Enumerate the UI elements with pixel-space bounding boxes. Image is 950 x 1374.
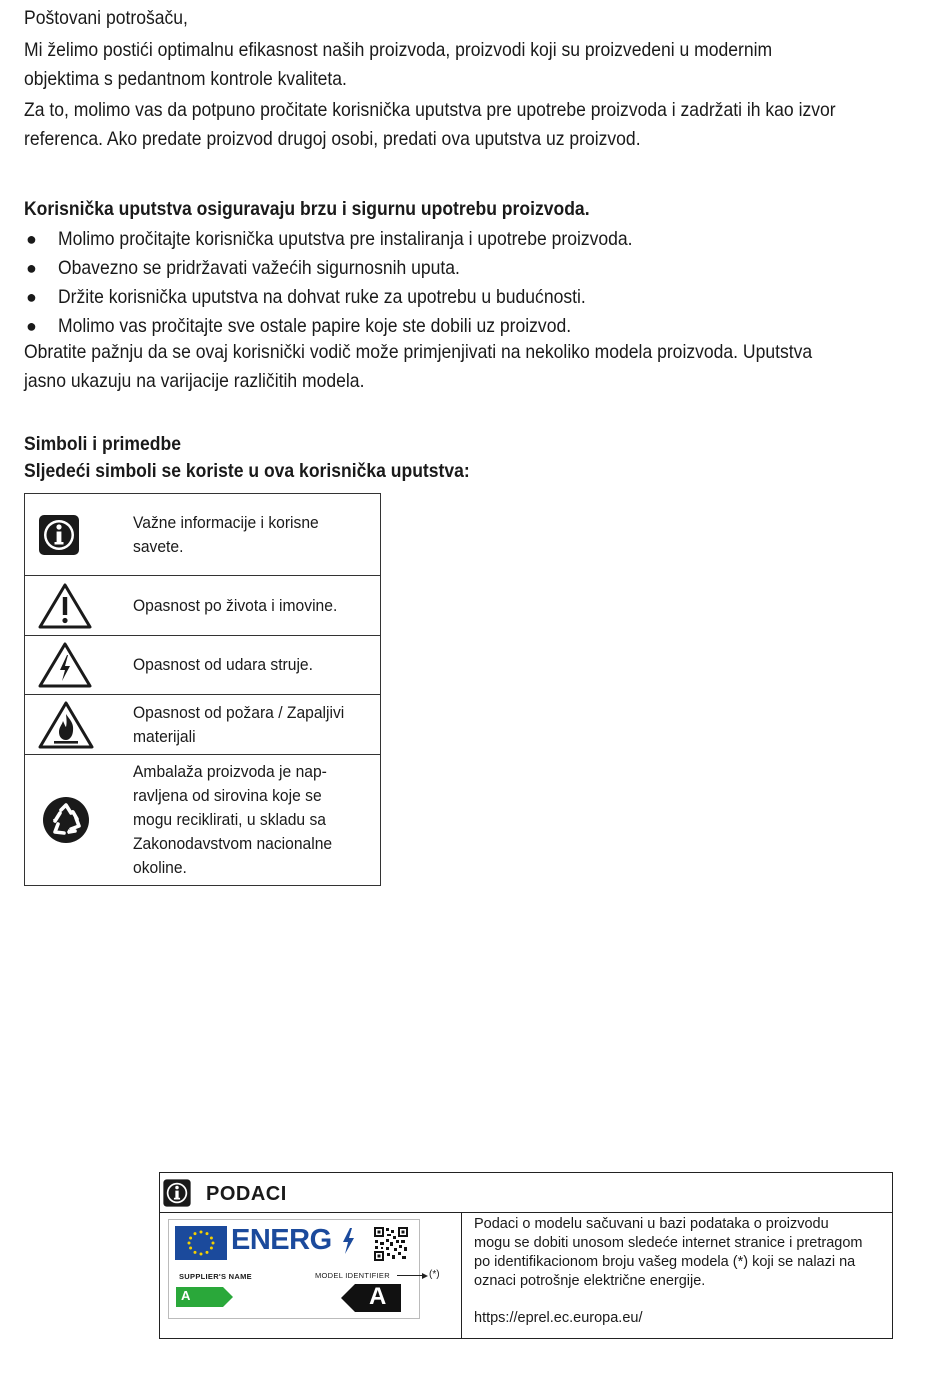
eu-flag-icon [175,1226,227,1260]
product-data-line: oznaci potrošnje električne energije. [474,1273,706,1289]
energy-class-big-label: A [369,1283,387,1310]
energy-word: ENERG [231,1224,332,1256]
info-icon [162,1178,192,1208]
intro-paragraph-1: Mi želimo postići optimalnu efikasnost naših proizvoda, proizvodi koji su proizvedeni u modernim [24,39,773,61]
symbol-description: materijali [133,726,196,746]
fire-icon [37,700,95,750]
electric-shock-icon [37,641,93,689]
guide-heading: Korisnička uputstva osiguravaju brzu i sigurnu upotrebu proizvoda. [24,198,590,220]
model-marker: (*) [429,1269,440,1280]
symbol-description: mogu reciklirati, u skladu sa [133,810,326,829]
product-data-title: PODACI [206,1183,287,1205]
product-data-header [160,1173,892,1213]
symbol-description: Opasnost po života i imovine. [133,595,338,615]
intro-paragraph-2: Za to, molimo vas da potpuno pročitate korisnička uputstva pre upotrebe proizvoda i zadržati ih kao izvor [24,99,836,121]
symbol-description: Opasnost od udara struje. [133,655,313,674]
symbol-description: Ambalaža proizvoda je nap- [133,762,327,781]
product-data-text [474,1215,884,1328]
arrow-line [397,1275,423,1276]
intro-paragraph-2b: referenca. Ako predate proizvod drugoj osobi, predati ova uputstva uz proizvod. [24,128,641,150]
qr-code-icon [373,1226,409,1262]
product-data-line: po identifikacionom broju vašeg modela (*) koji se nalazi na [474,1254,856,1270]
model-identifier-label: MODEL IDENTIFIER [315,1271,390,1280]
supplier-name-label: SUPPLIER'S NAME [179,1272,252,1281]
product-data-line: mogu se dobiti unosom sledeće internet stranice i pretragom [474,1235,863,1251]
table-row [25,636,381,695]
recycle-icon [42,796,90,844]
greeting: Poštovani potrošaču, [24,7,188,29]
symbol-description: ravljena od sirovina koje se [133,786,322,805]
arrow-right-icon [422,1273,428,1279]
warning-icon [37,582,93,630]
table-row [25,494,381,576]
guide-note-b: jasno ukazuju na varijacije različitih modela. [24,370,365,392]
guide-note: Obratite pažnju da se ovaj korisnički vodič može primjenjivati na nekoliko modela proizvoda. Uputstva [24,341,813,363]
symbol-description: Zakonodavstvom nacionalne [133,834,333,853]
symbol-description: Opasnost od požara / Zapaljivi [133,702,345,722]
symbols-heading: Simboli i primedbe [24,433,182,455]
symbol-description: Važne informacije i korisne savete. [133,512,319,556]
symbols-table [24,493,381,886]
table-row [25,755,381,886]
symbol-description: okoline. [133,858,187,877]
product-data-box [159,1172,893,1339]
intro-paragraph-1b: objektima s pedantnom kontrole kvaliteta. [24,68,347,90]
product-data-line: Podaci o modelu sačuvani u bazi podataka o proizvodu [474,1216,829,1232]
energy-label-cell [160,1213,462,1338]
table-row [25,695,381,755]
table-row [25,576,381,636]
energy-class-small-label: A [181,1288,191,1303]
symbols-subheading: Sljedeći simboli se koriste u ova korisnička uputstva: [24,460,470,482]
eprel-link[interactable]: https://eprel.ec.europa.eu/ [474,1310,643,1326]
lightning-icon [341,1228,355,1254]
info-icon [37,513,81,557]
energy-label [168,1219,440,1319]
